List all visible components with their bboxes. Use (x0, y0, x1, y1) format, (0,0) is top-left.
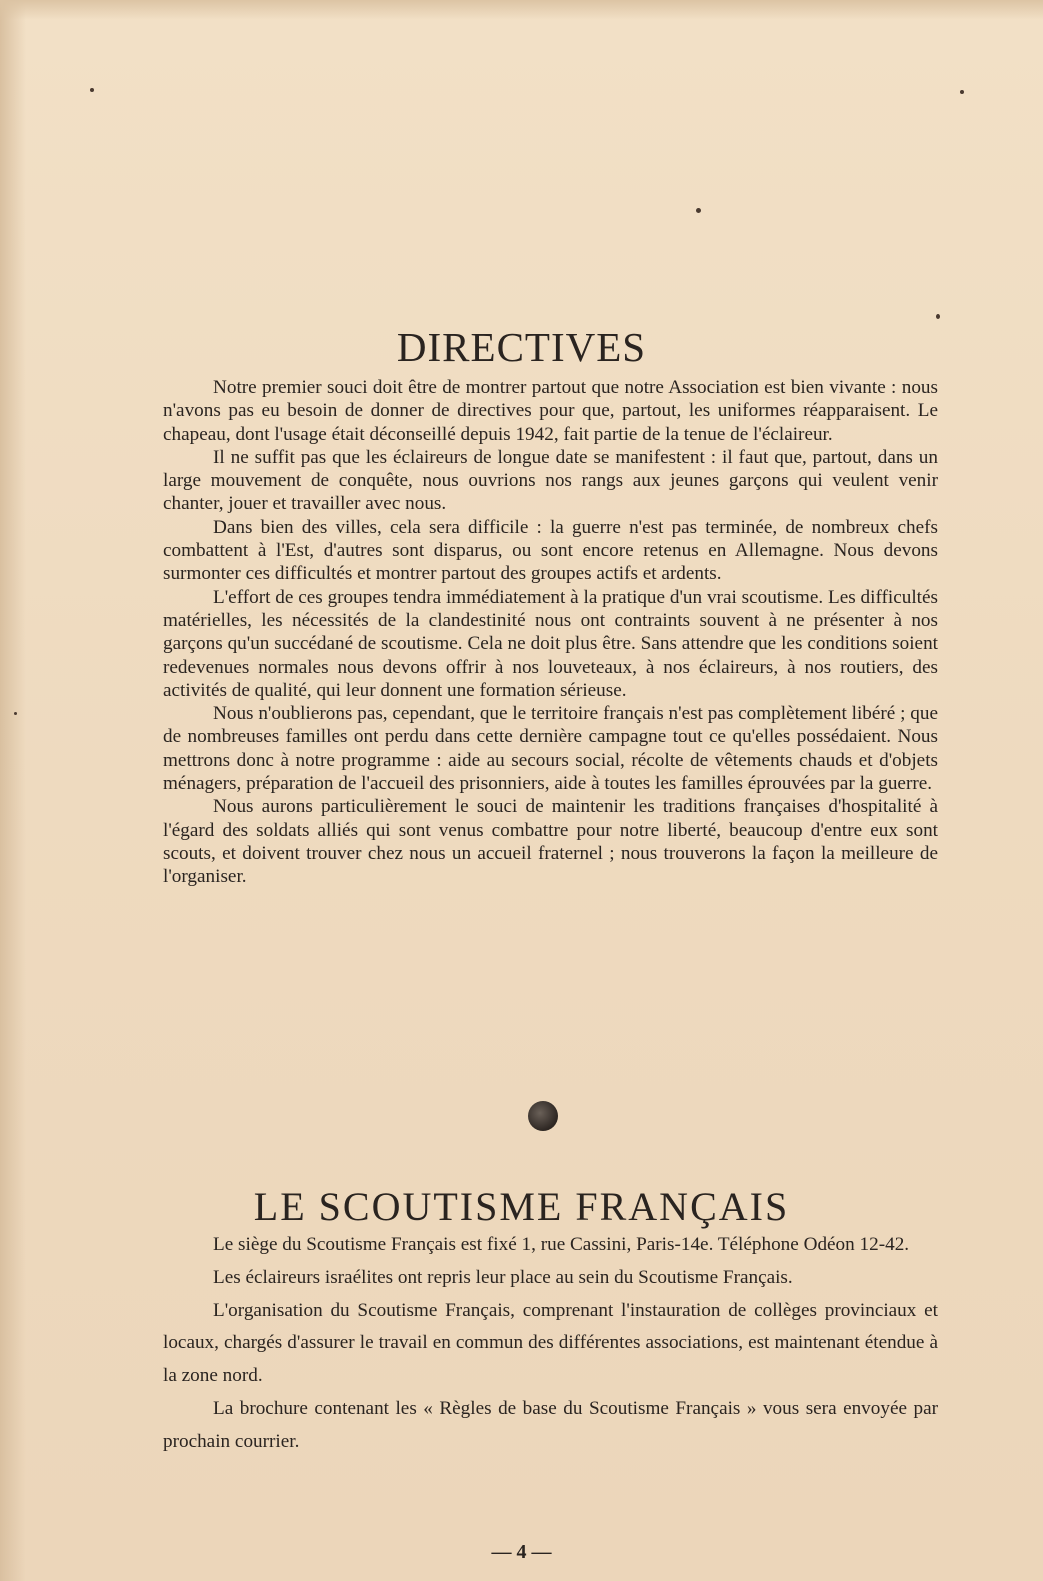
paragraph: La brochure contenant les « Règles de base du Scoutisme Français » vous sera envoyée par prochain courrier. (163, 1397, 938, 1452)
paragraph: Il ne suffit pas que les éclaireurs de longue date se manifestent : il faut que, partout, dans un large mouvement de conquête, nous ouvrions nos rangs aux jeunes garçons qui veulent venir chanter, jouer et travailler avec nous. (163, 446, 938, 515)
scoutisme-body (163, 1229, 938, 1459)
paper-edge-shadow (0, 0, 26, 1581)
ink-speck (936, 314, 940, 319)
ink-speck (960, 90, 964, 94)
paragraph: Dans bien des villes, cela sera difficile : la guerre n'est pas terminée, de nombreux chefs combattent à l'Est, d'autres sont disparus, ou sont encore retenus en Allemagne. Nous devons surmonter ces difficultés et montrer partout des groupes actifs et ardents. (163, 516, 938, 585)
directives-body (163, 376, 938, 889)
paper-top-shadow (0, 0, 1043, 20)
page-number: — 4 — (491, 1541, 552, 1563)
section-title-directives: DIRECTIVES (396, 324, 647, 371)
paragraph: L'organisation du Scoutisme Français, comprenant l'instauration de collèges provinciaux et locaux, chargés d'assurer le travail en commun des différentes associations, est maintenant étendue à la zone nord. (163, 1299, 938, 1387)
ink-speck (90, 88, 94, 92)
ink-speck (14, 712, 17, 715)
ornament-dot-icon (528, 1101, 558, 1131)
paragraph: Notre premier souci doit être de montrer partout que notre Association est bien vivante : nous n'avons pas eu besoin de donner de directives pour que, partout, les uniformes réapparaisent. Le chapeau, dont l'usage était déconseillé depuis 1942, fait partie de la tenue de l'éclaireur. (163, 377, 938, 445)
paragraph: Le siège du Scoutisme Français est fixé 1, rue Cassini, Paris-14e. Téléphone Odéon 12-42. (213, 1234, 910, 1255)
paragraph: L'effort de ces groupes tendra immédiatement à la pratique d'un vrai scoutisme. Les difficultés matérielles, les nécessités de la clandestinité nous ont contraints souvent à ne présenter à nos garçons qu'un succédané de scoutisme. Cela ne doit plus être. Sans attendre que les conditions soient redevenues normales nous devons offrir à nos louveteaux, à nos éclaireurs, à nos routiers, des activités de qualité, qui leur donnent une formation sérieuse. (163, 586, 938, 701)
paragraph: Les éclaireurs israélites ont repris leur place au sein du Scoutisme Français. (213, 1266, 793, 1288)
paragraph: Nous n'oublierons pas, cependant, que le territoire français n'est pas complètement libéré ; que de nombreuses familles ont perdu dans cette dernière campagne tout ce qu'elles possédaient. Nous mettrons donc à notre programme : aide au secours social, récolte de vêtements chauds et d'objets ménagers, préparation de l'accueil des prisonniers, aide à toutes les familles éprouvées par la guerre. (163, 703, 938, 795)
ink-speck (696, 208, 701, 213)
section-title-scoutisme: LE SCOUTISME FRANÇAIS (253, 1183, 790, 1229)
paragraph: Nous aurons particulièrement le souci de maintenir les traditions françaises d'hospitalité à l'égard des soldats alliés qui sont venus combattre pour notre liberté, beaucoup d'entre eux sont scouts, et doivent trouver chez nous un accueil fraternel ; nous trouverons la façon la meilleure de l'organiser. (163, 796, 938, 888)
